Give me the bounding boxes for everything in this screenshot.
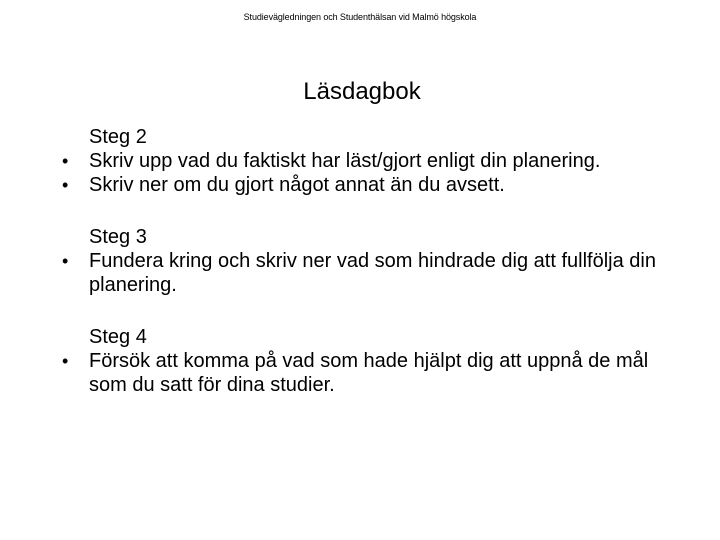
step-heading: Steg 3 [89,226,147,248]
step-section [62,125,682,197]
bullet-icon: • [62,151,69,171]
list-item [62,149,682,173]
bullet-icon: • [62,175,69,195]
page-header: Studievägledningen och Studenthälsan vid Malmö högskola [243,12,477,22]
step-section [62,325,682,397]
bullet-icon: • [62,351,69,371]
list-item [62,349,682,397]
step-heading: Steg 4 [89,326,147,348]
list-item-text: Skriv upp vad du faktiskt har läst/gjort enligt din planering. [89,150,601,172]
bullet-icon: • [62,251,69,271]
list-item-text: Skriv ner om du gjort något annat än du avsett. [89,174,505,196]
page-title-text: Läsdagbok [303,78,421,105]
page-title [0,78,720,106]
step-section [62,225,682,297]
step-heading: Steg 2 [89,126,147,148]
list-item [62,249,682,297]
list-item [62,173,682,197]
list-item-text: Försök att komma på vad som hade hjälpt dig att uppnå de mål som du satt för dina studier. [89,350,649,396]
slide-content [62,125,682,425]
list-item-text: Fundera kring och skriv ner vad som hindrade dig att fullfölja din planering. [89,250,656,296]
